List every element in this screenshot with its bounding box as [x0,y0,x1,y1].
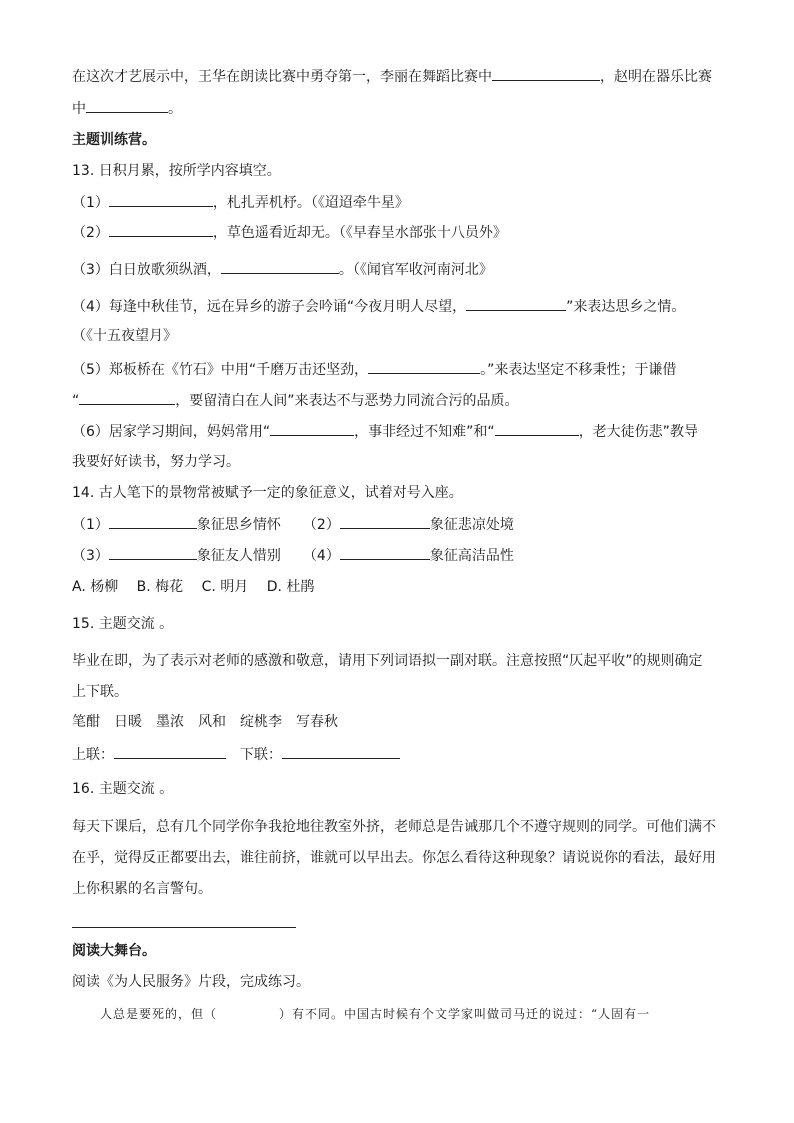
q13-stem: 13. 日积月累，按所学内容填空。 [72,163,281,179]
blank[interactable] [368,359,480,374]
answer-line[interactable] [72,927,296,928]
reading-intro: 阅读《为人民服务》片段，完成练习。 [72,974,310,990]
q13-item-3: （3）白日放歌须纵酒， 。（《闻官军收河南河北》 [72,259,493,280]
q14-stem: 14. 古人笔下的景物常被赋予一定的象征意义，试着对号入座。 [72,485,463,501]
blank[interactable] [109,192,213,207]
blank[interactable] [86,98,168,113]
q13-item-6-cont: 我要好好读书，努力学习。 [72,454,240,470]
blank[interactable] [340,545,430,560]
q13-item-4-source: （《十五夜望月》 [72,328,177,344]
blank[interactable] [109,545,197,560]
top-line-2: 中 。 [72,98,182,119]
q13-item-6: （6）居家学习期间，妈妈常用“ ，事非经过不知难”和“ ，老大徒伤悲”教导 [72,421,698,442]
blank[interactable] [466,296,566,311]
q16-para-2: 在乎，觉得反正都要出去，谁往前挤，谁就可以早出去。你怎么看待这种现象？请说说你的看法，最好用 [72,850,716,866]
section-title-reading: 阅读大舞台。 [72,943,156,959]
upper-couplet-blank[interactable] [114,744,226,759]
blank[interactable] [270,421,354,436]
blank[interactable] [495,421,579,436]
blank[interactable] [109,514,197,529]
q13-item-2: （2） ，草色遥看近却无。（《早春呈水部张十八员外》 [72,222,507,243]
blank[interactable] [221,259,339,274]
blank[interactable] [109,222,213,237]
q13-item-5-cont: “ ，要留清白在人间”来表达不与恶势力同流合污的品质。 [72,390,519,411]
q16-para-1: 每天下课后，总有几个同学你争我抢地往教室外挤，老师总是告诫那几个不遵守规则的同学。可他们满不 [72,819,716,835]
q15-para-2: 上下联。 [72,684,128,700]
q14-options: A. 杨柳 B. 梅花 C. 明月 D. 杜鹃 [72,579,315,595]
top-line-1: 在这次才艺展示中，王华在朗读比赛中勇夺第一，李丽在舞蹈比赛中 ，赵明在器乐比赛 [72,66,712,87]
q13-item-1: （1） ，札扎弄机杼。（《迢迢牵牛星》 [72,192,409,213]
q14-row-2: （3） 象征友人惜别 （4） 象征高洁品性 [72,545,514,566]
section-title-training: 主题训练营。 [72,132,156,148]
blank[interactable] [492,66,600,81]
q15-stem: 15. 主题交流 。 [72,616,174,632]
q15-couplet: 上联： 下联： [72,744,400,765]
lower-couplet-blank[interactable] [282,744,400,759]
q16-stem: 16. 主题交流 。 [72,781,174,797]
q15-words: 笔酣 日暖 墨浓 风和 绽桃李 写春秋 [72,714,338,730]
blank[interactable] [79,390,175,405]
q15-para-1: 毕业在即，为了表示对老师的感激和敬意，请用下列词语拟一副对联。注意按照“仄起平收”的规则确定 [72,653,703,669]
reading-passage: 人总是要死的，但（ ）有不同。中国古时候有个文学家叫做司马迁的说过：“人固有一 [100,1007,651,1021]
blank[interactable] [340,514,430,529]
q14-row-1: （1） 象征思乡情怀 （2） 象征悲凉处境 [72,514,514,535]
q13-item-4: （4）每逢中秋佳节，远在异乡的游子会吟诵“今夜月明人尽望， ”来表达思乡之情。 [72,296,685,317]
q16-para-3: 上你积累的名言警句。 [72,881,212,897]
q13-item-5: （5）郑板桥在《竹石》中用“千磨万击还坚劲， 。”来表达坚定不移秉性；于谦借 [72,359,676,380]
